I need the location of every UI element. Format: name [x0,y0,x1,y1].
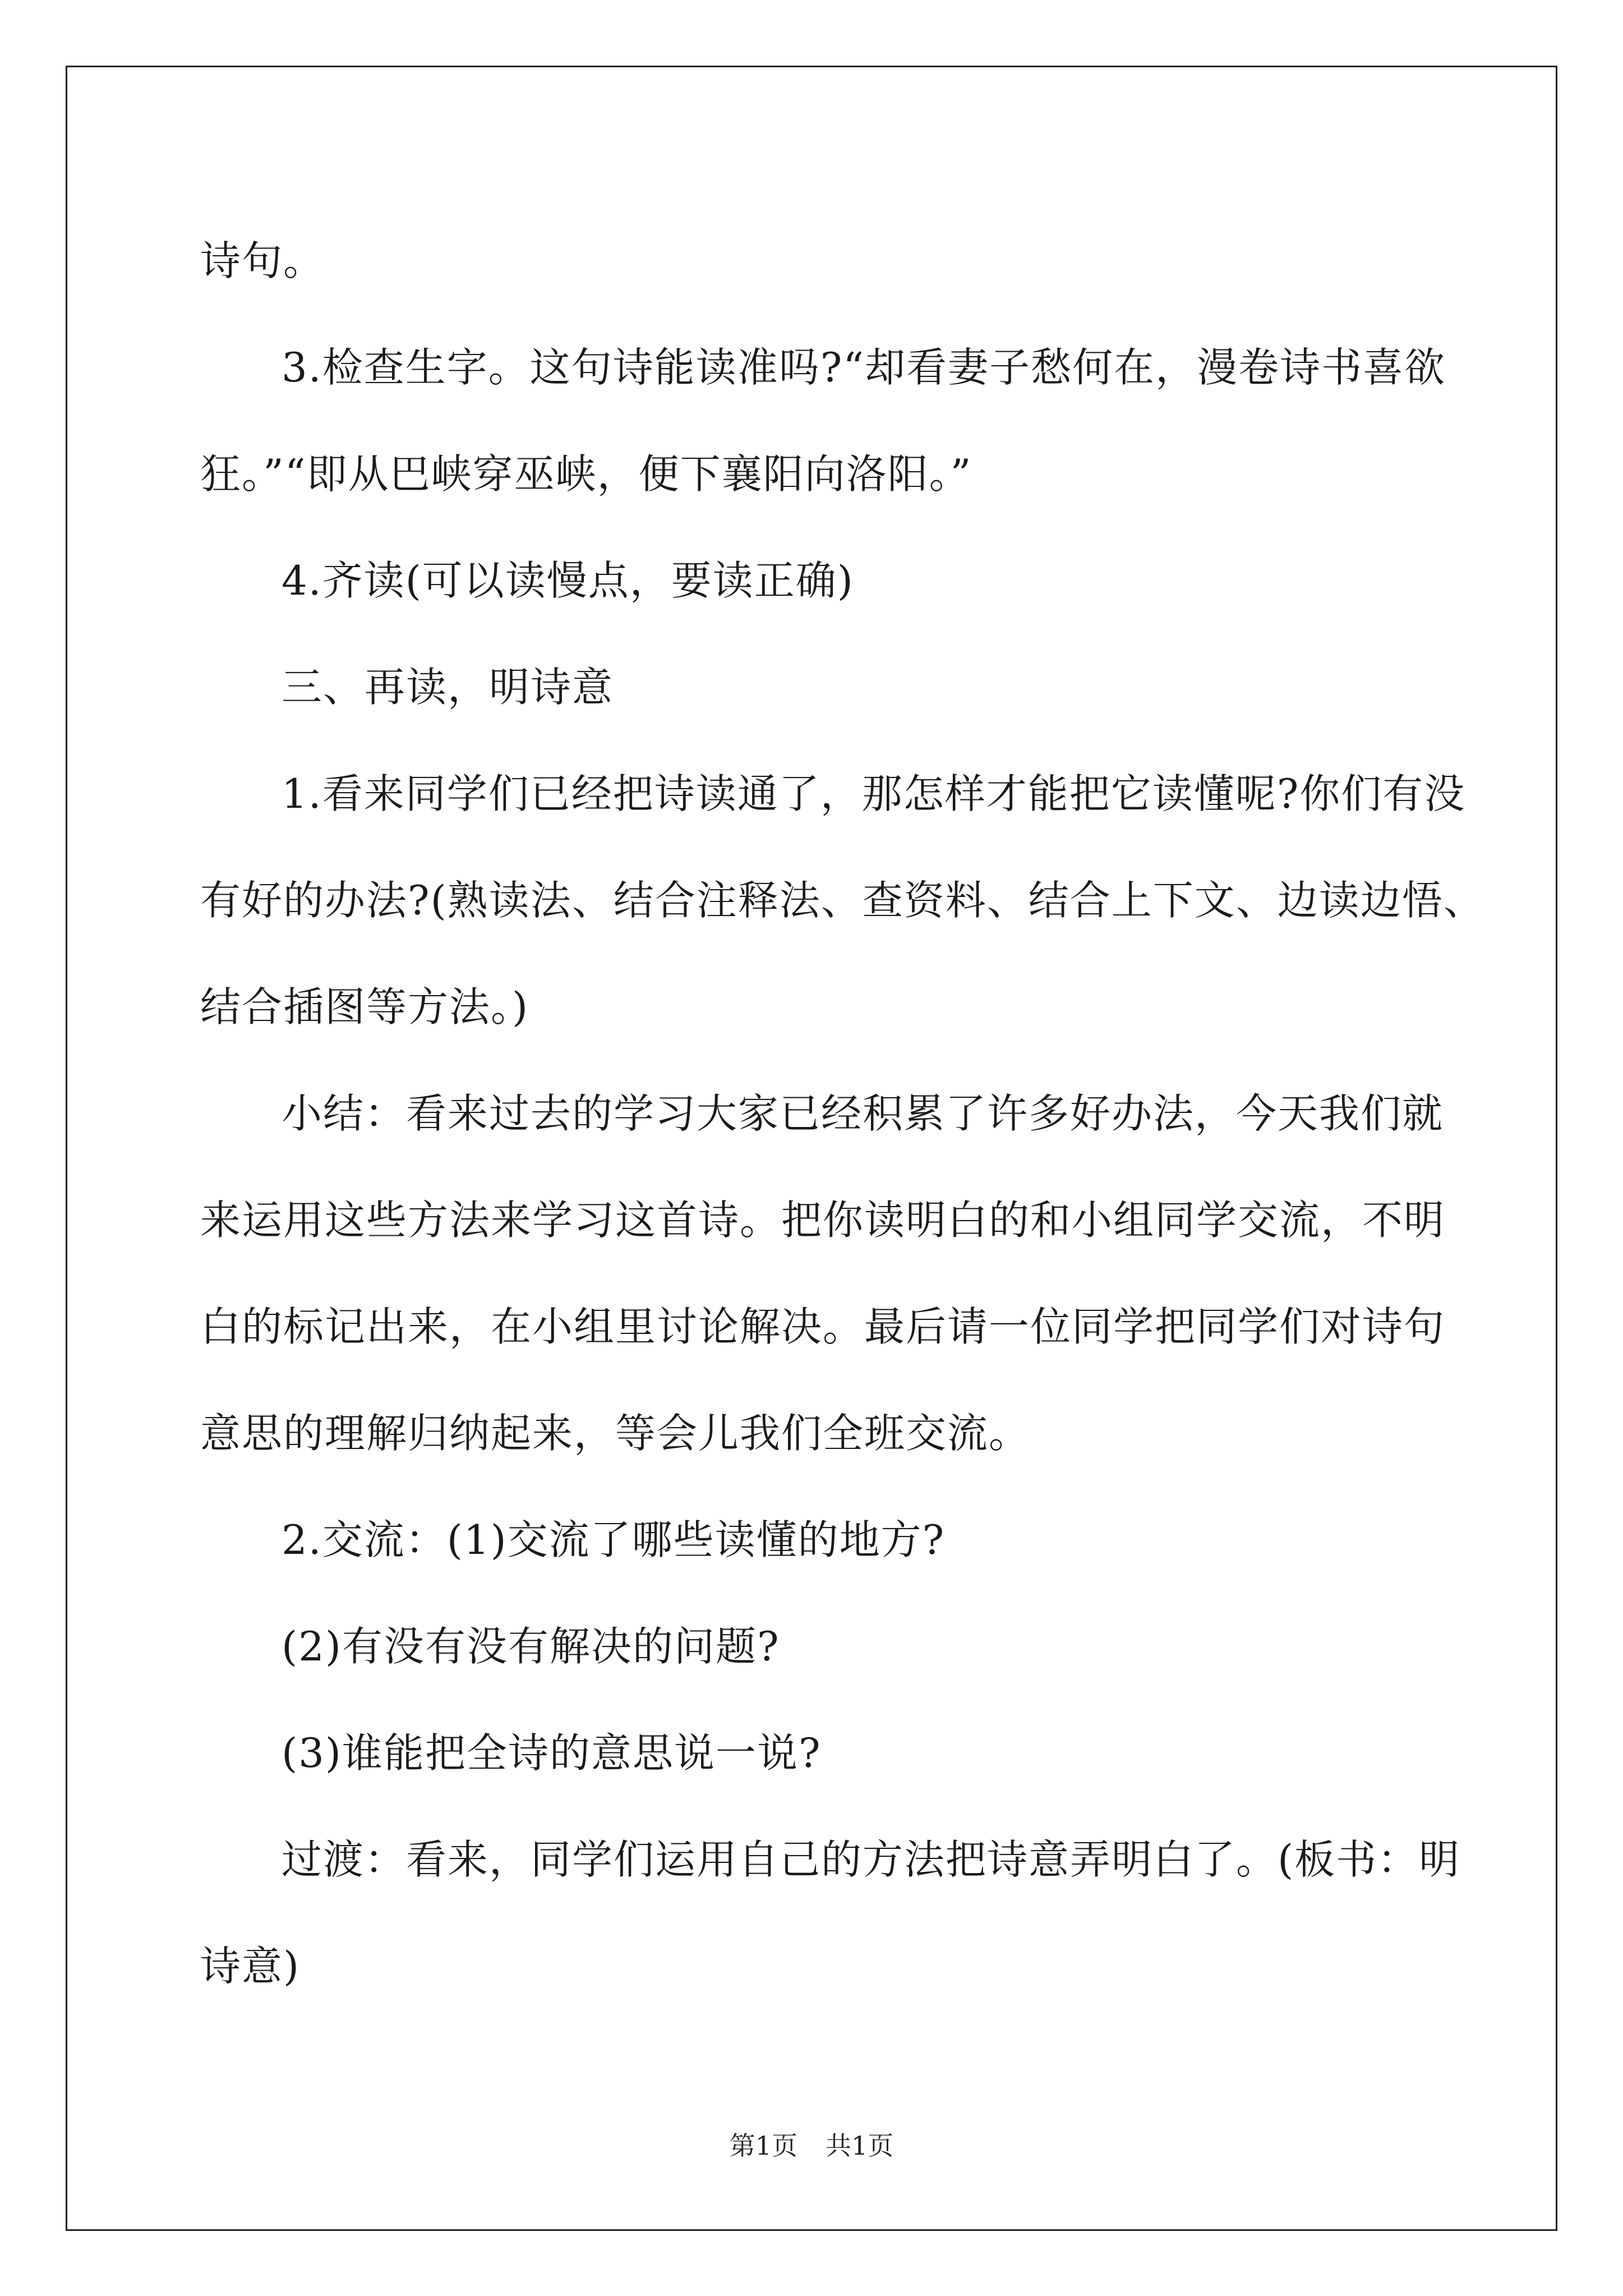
page-number-total: 共1页 [826,2131,894,2161]
text-line-10: 来运用这些方法来学习这首诗。把你读明白的和小组同学交流，不明 [200,1197,1446,1244]
text-line-6: 1.看来同学们已经把诗读通了，那怎样才能把它读懂呢?你们有没 [282,770,1466,817]
text-line-7: 有好的办法?(熟读法、结合注释法、查资料、结合上下文、边读边悟、 [200,877,1485,924]
text-line-13: 2.交流：(1)交流了哪些读懂的地方? [282,1516,946,1563]
section-heading: 三、再读，明诗意 [282,664,614,711]
text-line-12: 意思的理解归纳起来，等会儿我们全班交流。 [200,1410,1031,1457]
text-line-8: 结合插图等方法。) [200,983,529,1030]
text-line-9: 小结：看来过去的学习大家已经积累了许多好办法，今天我们就 [282,1090,1444,1137]
text-line-16: 过渡：看来，同学们运用自己的方法把诗意弄明白了。(板书：明 [282,1836,1461,1883]
page-footer [0,2129,1623,2162]
text-line-2: 3.检查生字。这句诗能读准吗?“却看妻子愁何在，漫卷诗书喜欲 [282,344,1446,391]
text-line-11: 白的标记出来，在小组里讨论解决。最后请一位同学把同学们对诗句 [200,1303,1446,1350]
text-line-17: 诗意) [200,1943,301,1990]
page-number-current: 第1页 [729,2131,797,2161]
text-line-4: 4.齐读(可以读慢点，要读正确) [282,557,854,604]
text-line-1: 诗句。 [200,237,325,284]
text-line-15: (3)谁能把全诗的意思说一说? [282,1729,822,1777]
document-body [200,208,1485,2019]
text-line-3: 狂。”“即从巴峡穿巫峡，便下襄阳向洛阳。” [200,450,972,498]
text-line-14: (2)有没有没有解决的问题? [282,1623,780,1670]
